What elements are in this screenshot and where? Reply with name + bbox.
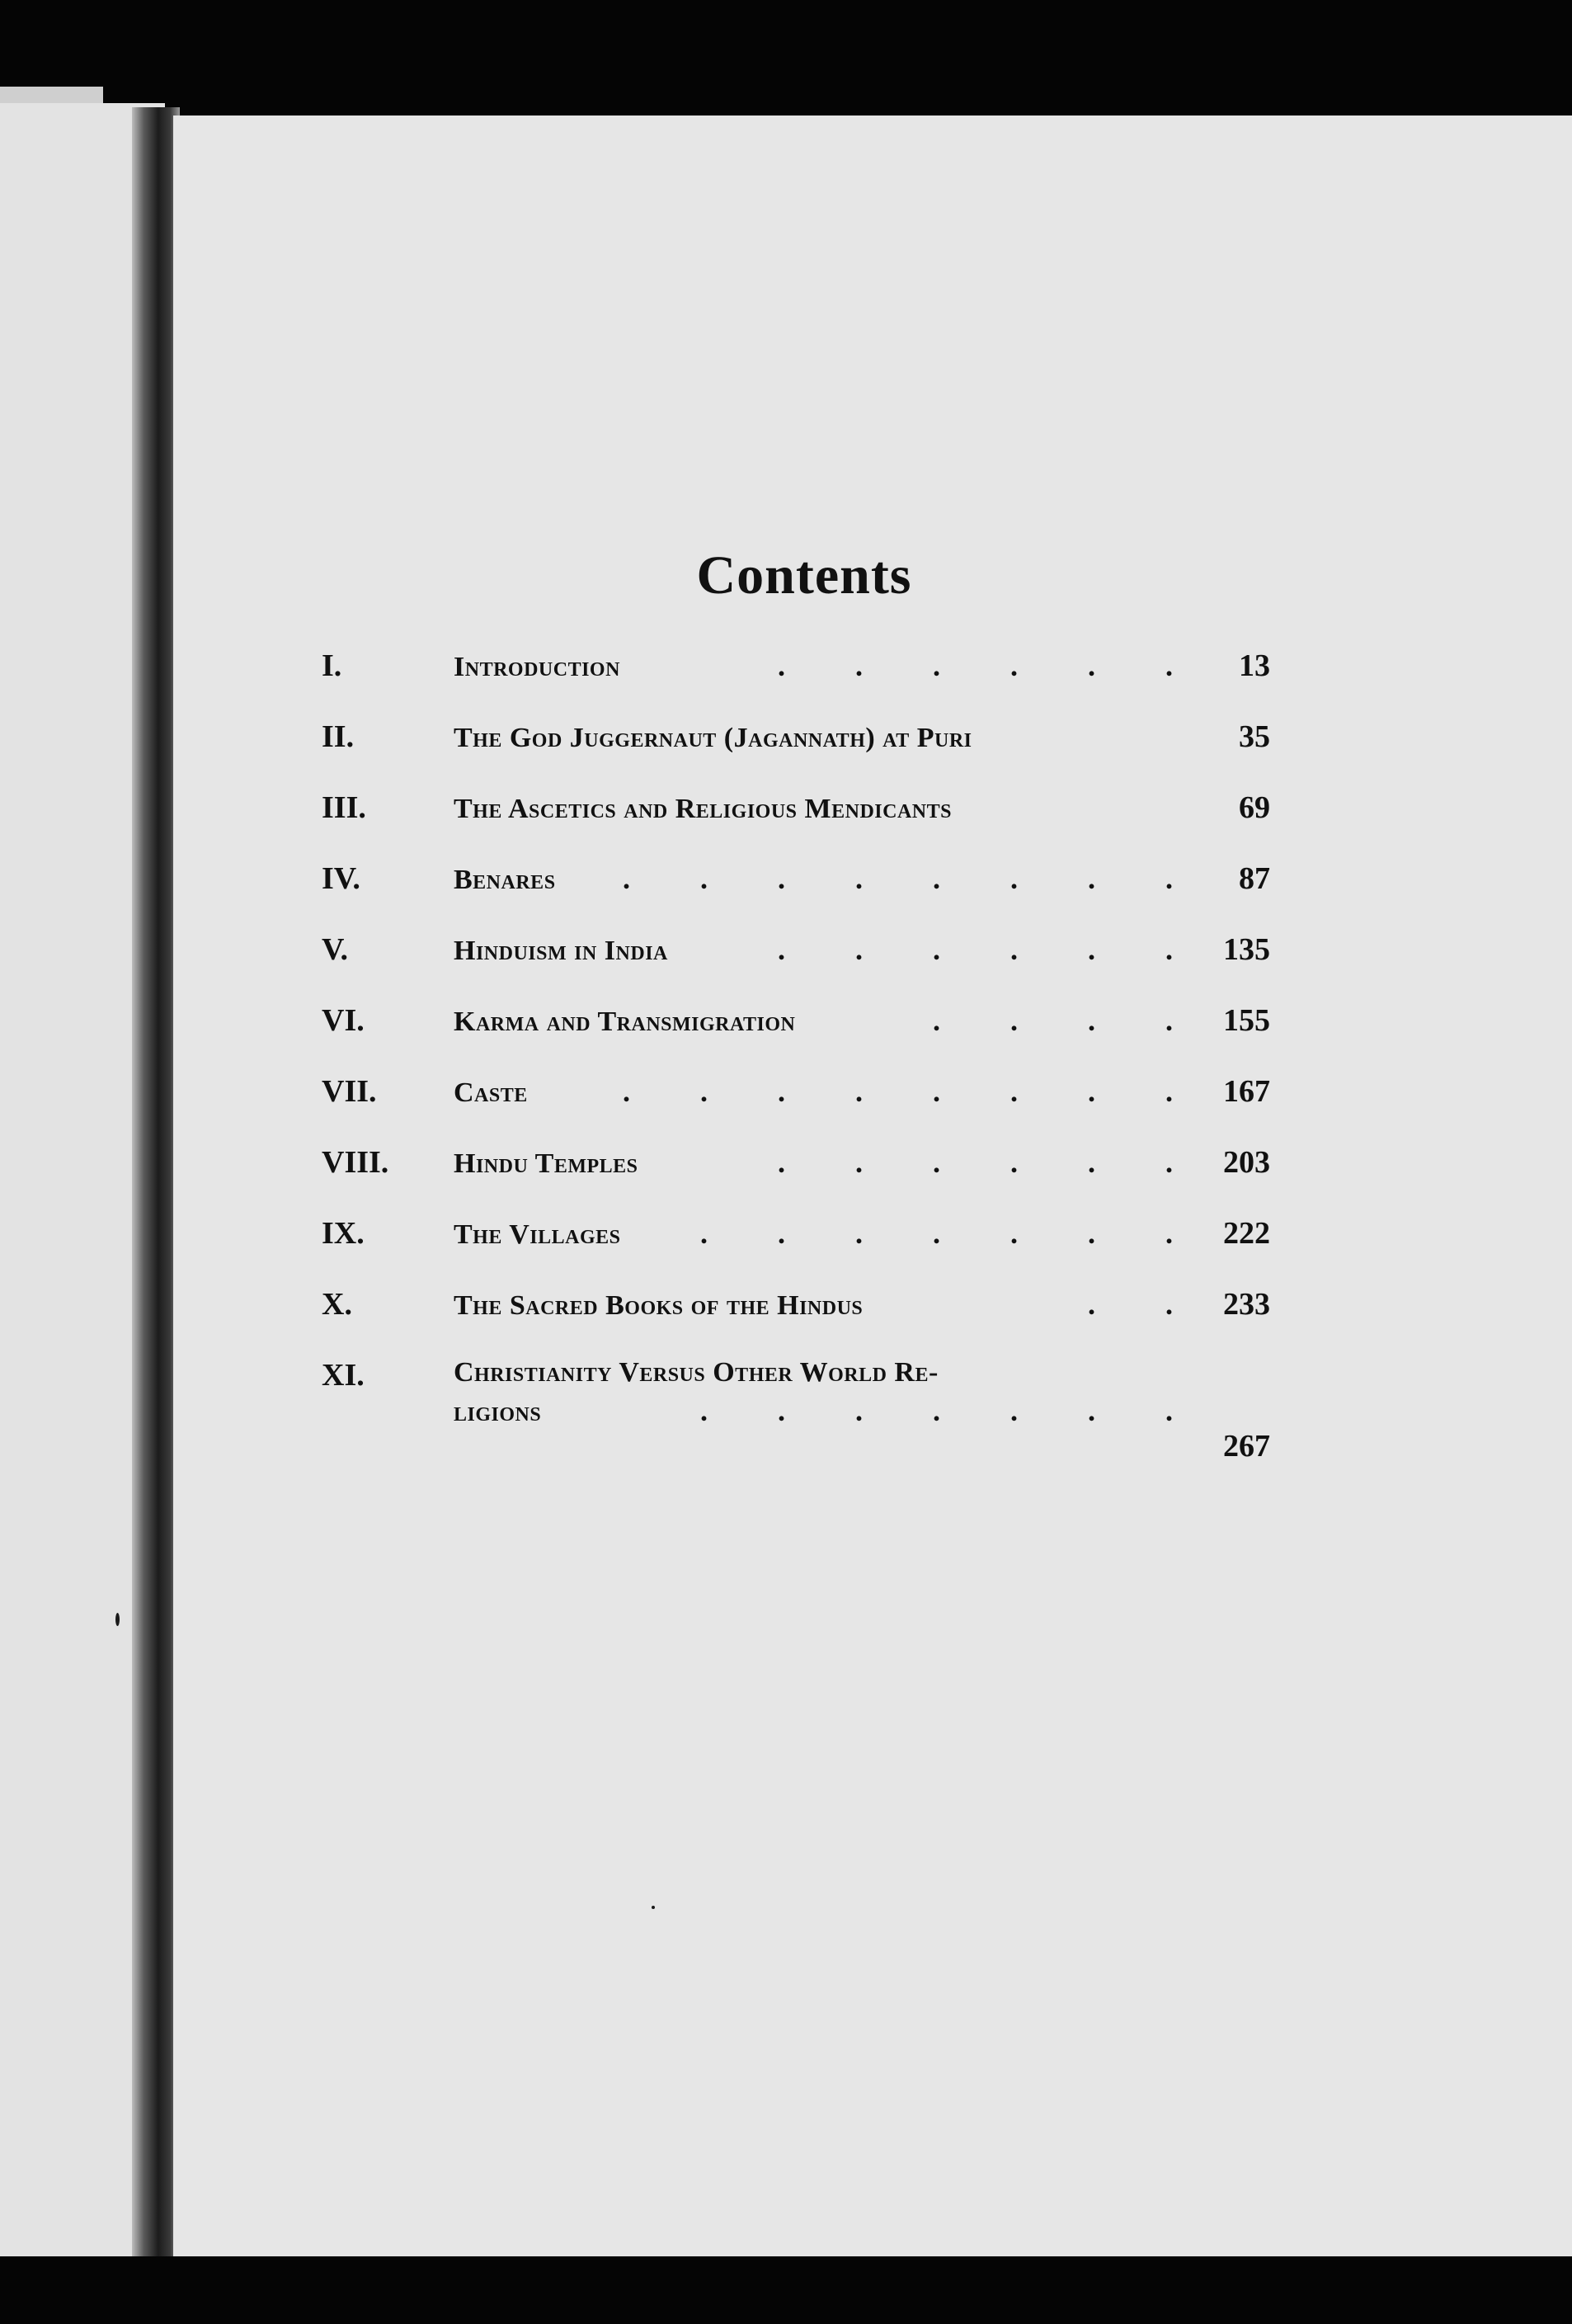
toc-entry <box>322 931 1270 1002</box>
page-number: 69 <box>1239 790 1270 825</box>
chapter-title: The Villages <box>454 1219 621 1250</box>
chapter-number: VII. <box>322 1074 377 1109</box>
chapter-title: The Sacred Books of the Hindus <box>454 1290 864 1321</box>
page-number: 13 <box>1239 648 1270 683</box>
toc-entry <box>322 1144 1270 1215</box>
leader-dots: . . . . . . . <box>700 1217 1204 1250</box>
page-number: 233 <box>1223 1287 1270 1322</box>
chapter-title-wrap <box>454 1003 1204 1038</box>
toc-entry <box>322 1286 1270 1357</box>
chapter-title-wrap <box>454 648 1204 683</box>
leader-dots: . . <box>1088 1288 1204 1321</box>
chapter-number: V. <box>322 932 349 967</box>
chapter-number: XI. <box>322 1358 365 1393</box>
chapter-title-wrap <box>454 932 1204 967</box>
chapter-title: Karma and Transmigration <box>454 1006 796 1037</box>
chapter-title-wrap <box>454 1287 1204 1322</box>
page-number: 87 <box>1239 861 1270 896</box>
page-number: 35 <box>1239 719 1270 754</box>
toc-entry <box>322 860 1270 931</box>
chapter-number: VI. <box>322 1003 365 1038</box>
toc-entry <box>322 1215 1270 1286</box>
chapter-number: IX. <box>322 1216 365 1251</box>
table-of-contents <box>322 648 1270 1464</box>
chapter-number: VIII. <box>322 1145 389 1180</box>
chapter-number: II. <box>322 719 355 754</box>
page-number: 155 <box>1223 1003 1270 1038</box>
chapter-title-wrap <box>454 723 1204 754</box>
chapter-title-wrap <box>454 1357 1204 1428</box>
chapter-title: Caste <box>454 1077 528 1108</box>
page-number: 135 <box>1223 932 1270 967</box>
toc-entry <box>322 790 1270 860</box>
leader-dots: . . . . . . . . <box>623 1075 1204 1108</box>
chapter-title-wrap <box>454 1145 1204 1180</box>
chapter-title: The God Juggernaut (Jagannath) at Puri <box>454 723 972 753</box>
chapter-number: I. <box>322 648 342 683</box>
leader-dots: . . . . . . . <box>700 1394 1204 1427</box>
chapter-number: X. <box>322 1287 352 1322</box>
chapter-title: Introduction <box>454 652 620 682</box>
leader-dots: . . . . . . <box>778 933 1204 966</box>
chapter-title-line2: ligions <box>454 1397 542 1427</box>
chapter-title-line2-wrap <box>454 1393 1204 1428</box>
left-page-edge <box>0 87 103 105</box>
chapter-title: Hinduism in India <box>454 936 668 966</box>
toc-entry <box>322 648 1270 719</box>
scan-speck <box>652 1906 655 1909</box>
chapter-number: III. <box>322 790 366 825</box>
toc-entry <box>322 1002 1270 1073</box>
toc-entry <box>322 719 1270 790</box>
page-number: 167 <box>1223 1074 1270 1109</box>
leader-dots: . . . . . . . . <box>623 862 1204 895</box>
toc-entry <box>322 1357 1270 1464</box>
chapter-title-line1: Christianity Versus Other World Re- <box>454 1357 939 1388</box>
chapter-title: Hindu Temples <box>454 1148 638 1179</box>
chapter-title: The Ascetics and Religious Mendicants <box>454 794 952 824</box>
toc-entry <box>322 1073 1270 1144</box>
scan-speck <box>115 1613 120 1626</box>
chapter-title-wrap <box>454 1074 1204 1109</box>
chapter-title: Benares <box>454 865 556 895</box>
chapter-title-wrap <box>454 1216 1204 1251</box>
page-number: 267 <box>1223 1429 1270 1464</box>
page-number: 203 <box>1223 1145 1270 1180</box>
chapter-title-wrap <box>454 794 1204 825</box>
chapter-number: IV. <box>322 861 360 896</box>
page-number: 222 <box>1223 1216 1270 1251</box>
page-title: Contents <box>696 545 912 606</box>
leader-dots: . . . . . . <box>778 649 1204 682</box>
chapter-title-wrap <box>454 861 1204 896</box>
leader-dots: . . . . <box>933 1004 1204 1037</box>
leader-dots: . . . . . . <box>778 1146 1204 1179</box>
